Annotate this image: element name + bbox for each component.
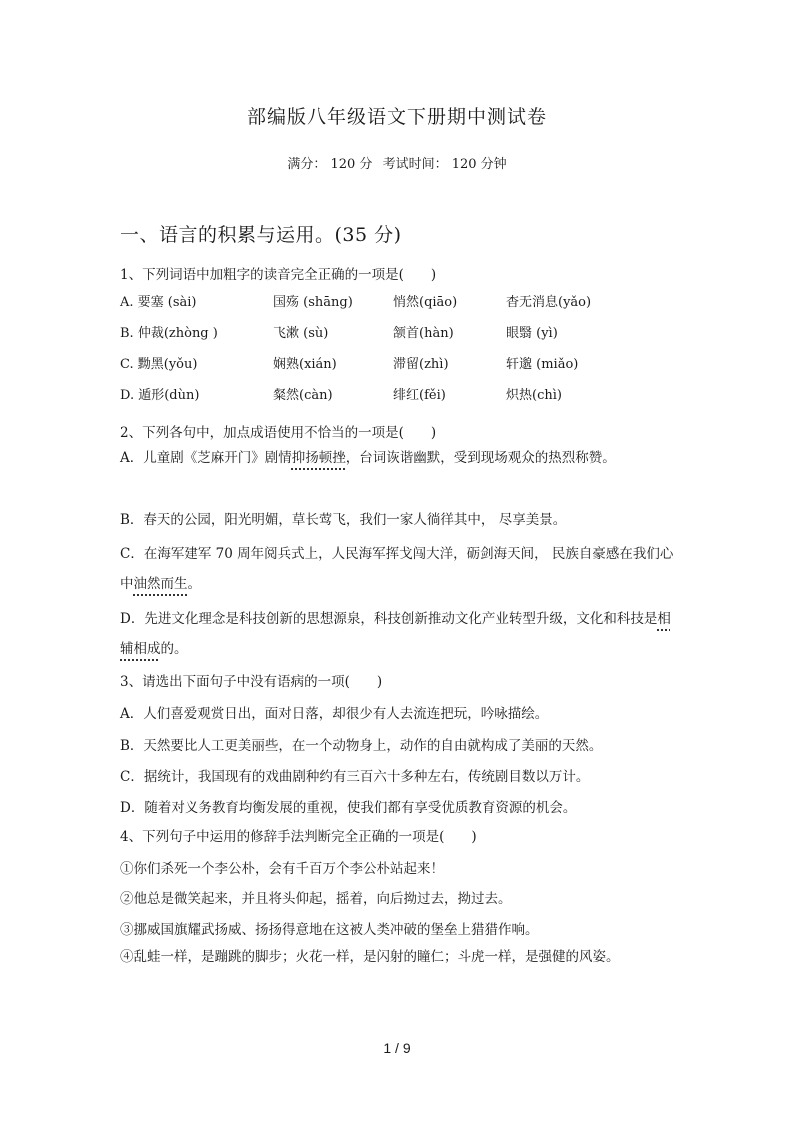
q1-b-word-2: 飞漱 (sù) (273, 326, 329, 341)
q4-sentence-3: ③挪威国旗耀武扬威、扬扬得意地在这被人类冲破的堡垒上猎猎作响。 (120, 922, 539, 938)
q2-a-text-post: ，台词诙谐幽默，受到现场观众的热烈称赞。 (345, 450, 616, 466)
q2-c-text-post: 。 (187, 576, 201, 592)
q1-a-word-2: 国殇 (shāng) (273, 295, 353, 310)
q4-sentence-1: ①你们杀死一个李公朴，会有千百万个李公朴站起来！ (120, 861, 444, 877)
section-heading: 一、语言的积累与运用。(35 分) (120, 224, 402, 246)
q1-c-word-3: 滞留(zhì) (393, 357, 449, 372)
q1-b-word-3: 颔首(hàn) (393, 326, 454, 341)
q4-sentence-4: ④乱蛙一样，是蹦跳的脚步；火花一样，是闪射的瞳仁；斗虎一样，是强健的风姿。 (120, 949, 620, 965)
q1-c-word-4: 轩邈 (miǎo) (506, 357, 579, 372)
page-number: 1 / 9 (383, 1040, 411, 1056)
q3-option-d: D．随着对义务教育均衡发展的重视，使我们都有享受优质教育资源的机会。 (120, 800, 577, 816)
q2-option-d (120, 604, 680, 664)
q1-d-word-4: 炽热(chì) (506, 388, 562, 403)
q1-b-word-4: 眼翳 (yì) (506, 326, 558, 341)
q1-option-row-b (120, 322, 680, 344)
q2-d-text-post: 的。 (160, 641, 188, 657)
q4-sentence-2: ②他总是微笑起来，并且将头仰起，摇着，向后拗过去，拗过去。 (120, 891, 512, 907)
question-4-stem: 4、下列句子中运用的修辞手法判断完全正确的一项是( ) (120, 829, 477, 845)
question-1-stem: 1、下列词语中加粗字的读音完全正确的一项是( ) (120, 267, 437, 283)
q1-a-word-3: 悄然(qiāo) (393, 295, 458, 310)
q1-b-word-1: B. 仲裁(zhòng ) (120, 326, 218, 341)
q1-a-word-1: A. 要塞 (sài) (120, 295, 197, 310)
exam-time: 考试时间： 120 分钟 (382, 157, 507, 172)
q1-a-word-4: 杳无消息(yǎo) (506, 295, 592, 310)
question-3-stem: 3、请选出下面句子中没有语病的一项( ) (120, 674, 383, 690)
q2-a-text-pre: A．儿童剧《芝麻开门》剧情 (120, 450, 292, 466)
q1-option-row-d (120, 384, 680, 406)
q2-option-a (120, 443, 680, 473)
q2-option-b: B．春天的公园，阳光明媚，草长莺飞，我们一家人徜徉其中， 尽享美景。 (120, 512, 567, 528)
q2-a-idiom: 抑扬顿挫 (291, 450, 346, 466)
q3-option-b: B．天然要比人工更美丽些，在一个动物身上，动作的自由就构成了美丽的天然。 (120, 738, 603, 754)
q1-option-row-a (120, 291, 680, 313)
q1-d-word-3: 绯红(fěi) (393, 388, 446, 403)
q1-c-word-2: 娴熟(xián) (273, 357, 337, 372)
q3-option-a: A．人们喜爱观赏日出，面对日落，却很少有人去流连把玩，吟咏描绘。 (120, 706, 549, 722)
q1-option-row-c (120, 353, 680, 375)
full-score: 满分： 120 分 (287, 157, 373, 172)
q1-c-word-1: C. 黝黑(yǒu) (120, 357, 198, 372)
q1-d-word-1: D. 遁形(dùn) (120, 388, 200, 403)
q2-c-idiom: 油然而生 (133, 576, 188, 592)
q2-d-idiom: 相辅相成 (120, 611, 671, 657)
question-2-stem: 2、下列各句中，加点成语使用不恰当的一项是( ) (120, 425, 437, 441)
q2-option-c (120, 539, 680, 599)
page-title: 部编版八年级语文下册期中测试卷 (246, 106, 547, 128)
q3-option-c: C．据统计，我国现有的戏曲剧种约有三百六十多种左右，传统剧目数以万计。 (120, 769, 590, 785)
q1-d-word-2: 粲然(càn) (273, 388, 333, 403)
q2-c-text-pre: C．在海军建军 70 周年阅兵式上，人民海军挥戈闯大洋，砺剑海天间， 民族自豪感在我们心中 (120, 546, 674, 592)
exam-info (0, 153, 794, 172)
q2-d-text-pre: D．先进文化理念是科技创新的思想源泉，科技创新推动文化产业转型升级，文化和科技是 (120, 611, 658, 627)
